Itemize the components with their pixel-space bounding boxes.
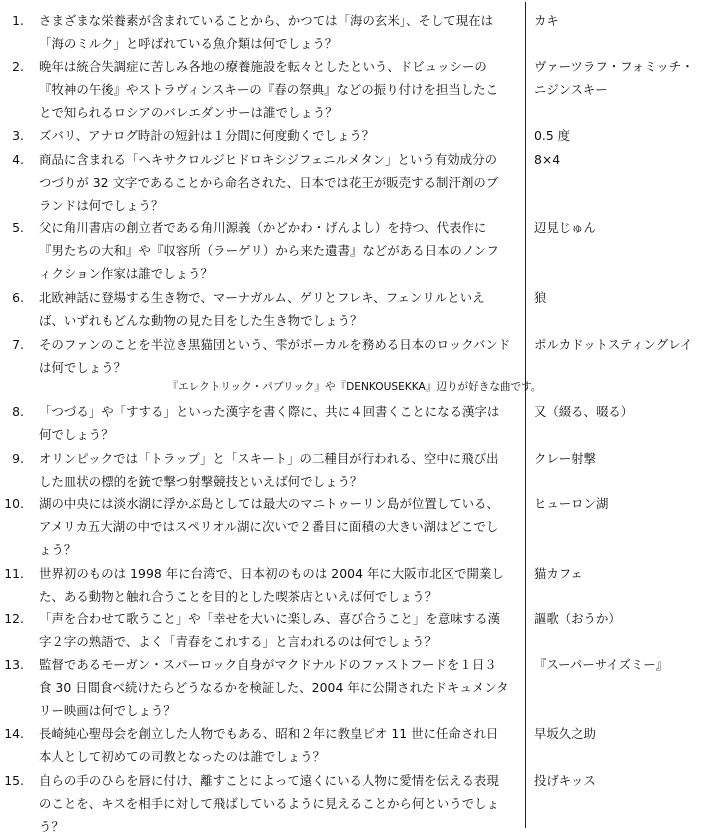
question-number: 13. — [4, 657, 24, 672]
question-line: 本人として初めての司教となったのは誰でしょう？ — [39, 749, 326, 765]
question-number: 10. — [4, 496, 24, 511]
question-line: 晩年は統合失調症に苦しみ各地の療養施設を転々としたという、ドビュッシーの — [39, 59, 487, 74]
question-text — [39, 400, 515, 446]
question-text — [39, 216, 515, 286]
answer-text — [534, 722, 706, 745]
question-line: 「声を合わせて歌うこと」や「幸せを大いに楽しみ、喜び合うこと」を意味する漢 — [39, 611, 501, 626]
answer-line: ヴァーツラフ・フォミッチ・ — [534, 59, 694, 74]
question-text — [39, 9, 515, 55]
question-number: 5. — [12, 220, 24, 235]
question-line: とで知られるロシアのバレエダンサーは誰でしょう？ — [39, 105, 338, 121]
question-text — [39, 769, 515, 839]
question-line: 字２字の熟語で、よく「青春をこれする」と言われるのは何でしょう？ — [39, 634, 437, 650]
question-text — [39, 286, 515, 332]
answer-text — [534, 216, 706, 239]
question-text — [39, 722, 515, 768]
question-number: 14. — [4, 726, 24, 741]
question-line: 世界初のものは 1998 年に台湾で、日本初のものは 2004 年に大阪市北区で開業し — [39, 566, 504, 581]
answer-line: 謳歌（おうか） — [534, 611, 621, 626]
answer-text — [534, 400, 706, 423]
question-text — [39, 562, 515, 608]
answer-text — [534, 333, 706, 356]
question-line: ズバリ、アナログ時計の短針は１分間に何度動くでしょう？ — [39, 128, 375, 143]
question-number: 8. — [12, 404, 24, 419]
answer-line: 辺見じゅん — [534, 220, 596, 235]
question-line: 『男たちの大和』や『収容所（ラーゲリ）から来た遺書』などがある日本のノンフ — [39, 243, 499, 259]
question-text — [39, 124, 515, 147]
answer-line: 8×4 — [534, 152, 561, 167]
question-text — [39, 607, 515, 653]
question-line: 監督であるモーガン・スパーロック自身がマクドナルドのファストフードを１日３ — [39, 657, 497, 672]
question-text — [39, 653, 515, 723]
answer-text — [534, 55, 706, 101]
answer-text — [534, 447, 706, 470]
question-line: 「海のミルク」と呼ばれている魚介類は何でしょう？ — [39, 36, 338, 52]
question-line: 長崎純心聖母会を創立した人物でもある、昭和２年に教皇ピオ 11 世に任命され日 — [39, 726, 499, 741]
question-line: う？ — [39, 819, 64, 835]
question-line: 『牧神の午後』やストラヴィンスキーの『春の祭典』などの振り付けを担当したこ — [39, 82, 499, 98]
question-line: のことを、キスを相手に対して飛ばしているように見えることから何というでしょ — [39, 796, 500, 812]
answer-line: 又（綴る、啜る） — [534, 404, 634, 419]
answer-text — [534, 124, 706, 147]
question-line: は何でしょう？ — [39, 360, 127, 376]
question-number: 2. — [12, 59, 24, 74]
question-text — [39, 333, 515, 379]
answer-line: 0.5 度 — [534, 128, 571, 143]
answer-line: クレー射撃 — [534, 451, 596, 466]
question-line: 湖の中央には淡水湖に浮かぶ島としては最大のマニトゥーリン島が位置している、 — [39, 496, 499, 511]
question-line: 食 30 日間食べ続けたらどうなるかを検証した、2004 年に公開されたドキュメンタ — [39, 680, 509, 696]
answer-text — [534, 607, 706, 630]
question-text — [39, 55, 515, 125]
answer-line: カキ — [534, 13, 559, 28]
answer-line: ポルカドットスティングレイ — [534, 337, 693, 352]
question-line: 父に角川書店の創立者である角川源義（かどかわ・げんよし）を持つ、代表作に — [39, 220, 487, 235]
answer-text — [534, 148, 706, 171]
answer-line: ニジンスキー — [534, 82, 608, 98]
answer-line: 猫カフェ — [534, 566, 583, 581]
question-number: 3. — [12, 128, 24, 143]
question-line: 北欧神話に登場する生き物で、マーナガルム、ゲリとフレキ、フェンリルといえ — [39, 290, 485, 305]
answer-text — [534, 653, 706, 676]
answer-line: 投げキッス — [534, 773, 596, 788]
answer-text — [534, 9, 706, 32]
question-line: オリンピックでは「トラップ」と「スキート」の二種目が行われる、空中に飛び出 — [39, 451, 499, 466]
question-number: 15. — [4, 773, 24, 788]
question-line: 商品に含まれる「ヘキサクロルジヒドロキシジフェニルメタン」という有効成分の — [39, 152, 498, 167]
question-number: 12. — [4, 611, 24, 626]
question-number: 6. — [12, 290, 24, 305]
question-line: ょう？ — [39, 542, 77, 558]
question-line: つづりが 32 文字であることから命名された、日本では花王が販売する制汗剤のブ — [39, 175, 499, 191]
question-line: 何でしょう？ — [39, 427, 114, 443]
answer-text — [534, 562, 706, 585]
answer-line: ヒューロン湖 — [534, 496, 609, 511]
answer-text — [534, 769, 706, 792]
question-line: た、ある動物と触れ合うことを目的とした喫茶店といえば何でしょう？ — [39, 589, 438, 605]
answer-text — [534, 492, 706, 515]
question-line: ば、いずれもどんな動物の見た目をした生き物でしょう？ — [39, 313, 363, 329]
question-line: 「つづる」や「すする」といった漢字を書く際に、共に４回書くことになる漢字は — [39, 404, 500, 419]
question-line: さまざまな栄養素が含まれていることから、かつては「海の玄米」、そして現在は — [39, 13, 494, 28]
question-text — [39, 492, 515, 562]
column-divider — [525, 2, 526, 828]
question-line: そのファンのことを半泣き黒猫団という、雫がボーカルを務める日本のロックバンド — [39, 337, 511, 352]
question-number: 4. — [12, 152, 24, 167]
question-line: ィクション作家は誰でしょう？ — [39, 266, 213, 282]
question-line: した皿状の標的を銃で撃つ射撃競技といえば何でしょう？ — [39, 474, 363, 490]
question-number: 7. — [12, 337, 24, 352]
answer-text — [534, 286, 706, 309]
question-number: 1. — [12, 13, 24, 28]
question-line: アメリカ五大湖の中ではスペリオル湖に次いで２番目に面積の大きい湖はどこでし — [39, 519, 499, 535]
question-number: 9. — [12, 451, 24, 466]
question-text — [39, 447, 515, 493]
question-line: リー映画は何でしょう？ — [39, 703, 176, 719]
answer-line: 早坂久之助 — [534, 726, 596, 741]
answer-line: 『スーパーサイズミー』 — [534, 657, 669, 672]
question-number: 11. — [4, 566, 24, 581]
question-line: 自らの手のひらを唇に付け、離すことによって遠くにいる人物に愛情を伝える表現 — [39, 773, 499, 788]
answer-line: 狼 — [534, 290, 547, 305]
note-text: 『エレクトリック・パブリック』や『DENKOUSEKKA』辺りが好きな曲です。 — [167, 381, 542, 393]
question-text — [39, 148, 515, 218]
question-line: ランドは何でしょう？ — [39, 198, 164, 214]
